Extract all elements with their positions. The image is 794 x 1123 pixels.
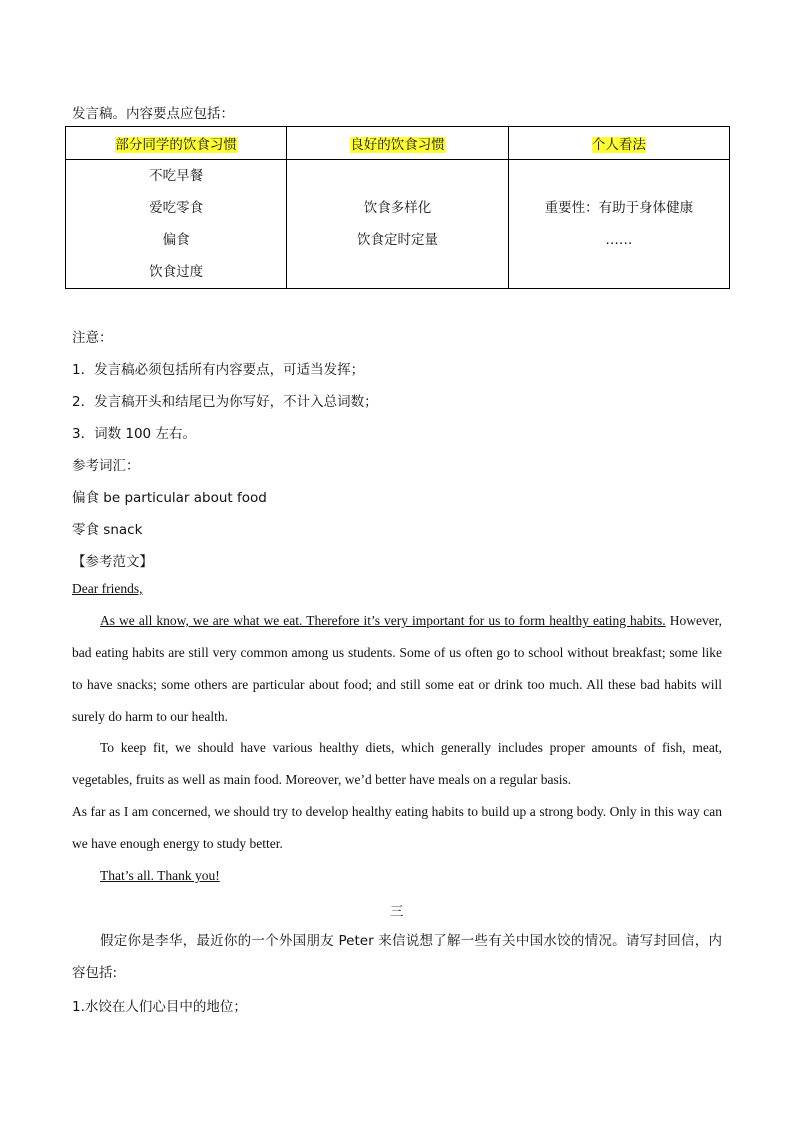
sample-paragraph-2: To keep fit, we should have various healthy diets, which generally includes proper amounts of fish, meat, vegetables, fruits as well as main food. Moreover, we’d better have meals on a regular basis. <box>72 740 722 787</box>
note-item: 3．词数 100 左右。 <box>72 426 196 442</box>
opinion-item: 重要性：有助于身体健康 <box>544 200 694 216</box>
requirements-table <box>65 126 730 289</box>
sample-p1-underlined: As we all know, we are what we eat. Therefore it’s very important for us to form healthy eating habits. <box>100 613 666 628</box>
sample-closing: That’s all. Thank you! <box>100 868 220 883</box>
good-habit-item: 饮食多样化 <box>363 200 432 216</box>
opinion-item: …… <box>605 232 633 248</box>
habit-item: 不吃早餐 <box>149 168 204 184</box>
vocab-item: 零食 snack <box>72 522 143 538</box>
habit-item: 偏食 <box>162 232 190 248</box>
table-cell-opinion <box>508 160 729 289</box>
notes-title: 注意： <box>72 330 113 346</box>
table-cell-good-habits <box>287 160 508 289</box>
header-opinion: 个人看法 <box>591 137 646 153</box>
sample-paragraph-1 <box>72 605 722 733</box>
header-good-habits: 良好的饮食习惯 <box>350 137 445 153</box>
sample-title: 【参考范文】 <box>72 554 153 570</box>
section-number: 三 <box>390 904 404 920</box>
sample-greeting: Dear friends, <box>72 581 143 596</box>
table-header-cell <box>66 127 287 160</box>
habit-item: 饮食过度 <box>149 264 204 280</box>
header-habits: 部分同学的饮食习惯 <box>115 137 237 153</box>
good-habit-item: 饮食定时定量 <box>356 232 438 248</box>
table-header-cell <box>287 127 508 160</box>
note-item: 2．发言稿开头和结尾已为你写好，不计入总词数； <box>72 394 378 410</box>
intro-text: 发言稿。内容要点应包括： <box>72 106 234 122</box>
vocab-title: 参考词汇： <box>72 458 140 474</box>
section3-prompt: 假定你是李华，最近你的一个外国朋友 Peter 来信说想了解一些有关中国水饺的情况。请写封回信，内容包括: <box>72 933 722 981</box>
note-item: 1．发言稿必须包括所有内容要点，可适当发挥； <box>72 362 365 378</box>
table-cell-habits <box>66 160 287 289</box>
table-header-cell <box>508 127 729 160</box>
section3-item: 1.水饺在人们心目中的地位； <box>72 999 247 1015</box>
vocab-item: 偏食 be particular about food <box>72 490 267 506</box>
sample-paragraph-3: As far as I am concerned, we should try to develop healthy eating habits to build up a strong body. Only in this way can we have enough energy to study better. <box>72 804 722 851</box>
habit-item: 爱吃零食 <box>149 200 204 216</box>
sample-p1-rest: However, bad eating habits are still very common among us students. Some of us often go to school without breakfast; some like to have snacks; some others are particular about food; and still some eat or drink too much. All these bad habits will surely do harm to our health. <box>72 613 723 724</box>
